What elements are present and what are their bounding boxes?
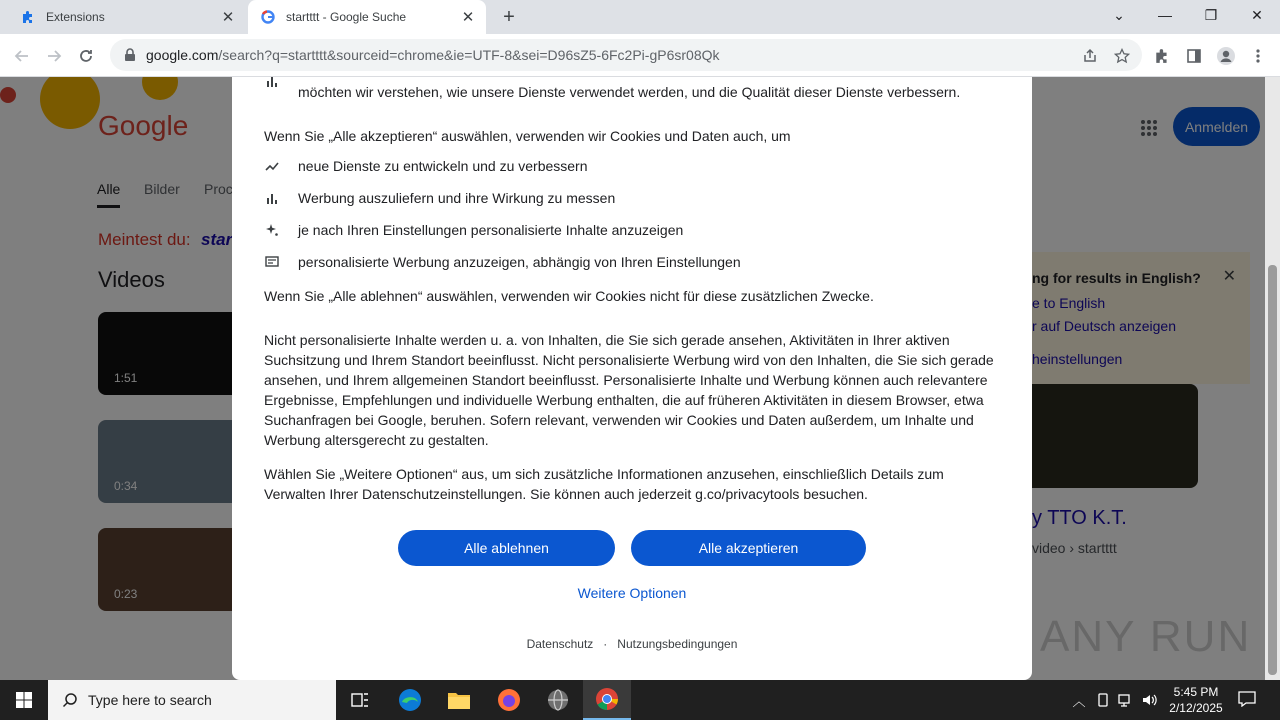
sparkle-icon xyxy=(264,222,280,238)
ad-icon xyxy=(264,254,280,270)
close-icon[interactable]: ✕ xyxy=(461,9,475,26)
accept-intro: Wenn Sie „Alle akzeptieren“ auswählen, verwenden wir Cookies und Daten auch, um xyxy=(264,128,791,144)
close-icon[interactable]: ✕ xyxy=(221,9,235,26)
search-placeholder: Type here to search xyxy=(88,692,212,708)
page-scrollbar[interactable] xyxy=(1265,77,1280,680)
minimize-button[interactable]: — xyxy=(1158,7,1172,23)
tray-chevron-icon[interactable]: ︿ xyxy=(1072,693,1086,709)
tab-label: Extensions xyxy=(46,10,105,24)
clock-date: 2/12/2025 xyxy=(1169,701,1223,715)
reject-all-button[interactable]: Alle ablehnen xyxy=(398,530,615,566)
accept-all-button[interactable]: Alle akzeptieren xyxy=(631,530,866,566)
browser-toolbar xyxy=(0,34,1280,77)
bullet-item xyxy=(264,77,298,89)
forward-icon[interactable] xyxy=(40,42,68,70)
tab-strip xyxy=(0,0,1280,34)
network-icon[interactable] xyxy=(1117,690,1135,710)
new-tab-button[interactable]: + xyxy=(503,5,515,28)
system-clock[interactable] xyxy=(1160,684,1232,716)
clock-time: 5:45 PM xyxy=(1173,685,1219,699)
chrome-icon[interactable] xyxy=(583,680,631,720)
privacy-link[interactable]: Datenschutz xyxy=(526,637,594,651)
scrollbar-thumb[interactable] xyxy=(1268,265,1277,675)
url-path: /search?q=startttt&sourceid=chrome&ie=UTF-8&sei=D96sZ5-6Fc2Pi-gP6sr08Qk xyxy=(218,47,720,63)
back-icon[interactable] xyxy=(8,42,36,70)
google-g-icon xyxy=(260,9,276,25)
menu-dots-icon[interactable] xyxy=(1244,42,1272,70)
tab-extensions[interactable] xyxy=(8,0,246,34)
share-icon[interactable] xyxy=(1076,42,1104,70)
bullet-text: neue Dienste zu entwickeln und zu verbessern xyxy=(298,158,588,174)
network-globe-icon[interactable] xyxy=(534,680,582,720)
bullet-item xyxy=(264,222,683,238)
firefox-icon[interactable] xyxy=(485,680,533,720)
extensions-icon[interactable] xyxy=(1148,42,1176,70)
bullet-text: personalisierte Werbung anzuzeigen, abhängig von Ihren Einstellungen xyxy=(298,254,741,270)
reject-intro: Wenn Sie „Alle ablehnen“ auswählen, verwenden wir Cookies nicht für diese zusätzlichen Zwecke. xyxy=(264,288,874,304)
device-icon[interactable] xyxy=(1094,690,1112,710)
bullet-item xyxy=(264,254,741,270)
bullet-text: Werbung auszuliefern und ihre Wirkung zu messen xyxy=(298,190,616,206)
lock-icon[interactable] xyxy=(122,47,138,63)
close-window-button[interactable]: ✕ xyxy=(1251,6,1263,23)
tab-search-icon[interactable]: ⌄ xyxy=(1113,6,1125,23)
edge-icon[interactable] xyxy=(386,680,434,720)
explanation-paragraph: Nicht personalisierte Inhalte werden u. a. von Inhalten, die Sie sich gerade ansehen, Aktivitäten in Ihrer aktiven Suchsitzung und Ihrem Standort beeinflusst. Nicht personalisierte Werbung wird von den Inhalten, die Sie sich gerade ansehen, und Ihrem allgemeinen Standort beeinflusst. Personalisierte Inhalte und Werbung können auch relevantere Ergebnisse, Empfehlungen und individuelle Werbung enthalten, die auf früheren Aktivitäten in diesem Browser, etwa Suchanfragen bei Google, beruhen. Sofern relevant, verwenden wir Cookies und Daten außerdem, um Inhalte und Werbung altersgerecht zu gestalten. xyxy=(264,332,994,448)
footer-separator: · xyxy=(603,637,608,651)
terms-link[interactable]: Nutzungsbedingungen xyxy=(617,637,738,651)
bullet-item xyxy=(264,158,588,174)
puzzle-icon xyxy=(20,9,36,25)
bullet-item xyxy=(264,190,615,206)
file-explorer-icon[interactable] xyxy=(435,680,483,720)
trend-icon xyxy=(264,158,280,174)
url-text xyxy=(146,47,720,63)
address-bar[interactable] xyxy=(110,39,1142,71)
bar-chart-icon xyxy=(264,77,280,89)
dialog-top-line: möchten wir verstehen, wie unsere Dienste verwendet werden, und die Qualität dieser Dienste verbessern. xyxy=(298,84,961,100)
dialog-footer xyxy=(232,637,1032,651)
more-options-link[interactable]: Weitere Optionen xyxy=(577,585,687,601)
notification-icon[interactable] xyxy=(1238,689,1256,709)
taskbar xyxy=(0,680,1280,720)
task-view-icon[interactable] xyxy=(336,680,384,720)
taskbar-search[interactable] xyxy=(48,680,336,720)
page-content xyxy=(0,77,1280,680)
profile-avatar-icon[interactable] xyxy=(1212,42,1240,70)
side-panel-icon[interactable] xyxy=(1180,42,1208,70)
reload-icon[interactable] xyxy=(72,42,100,70)
bookmark-star-icon[interactable] xyxy=(1108,42,1136,70)
windows-start-icon[interactable] xyxy=(0,680,48,720)
bullet-text: je nach Ihren Einstellungen personalisierte Inhalte anzuzeigen xyxy=(298,222,684,238)
search-icon xyxy=(62,692,78,708)
restore-button[interactable]: ❐ xyxy=(1204,6,1218,23)
tab-google-search[interactable] xyxy=(248,0,486,34)
tab-label: startttt - Google Suche xyxy=(286,10,407,24)
cookie-consent-dialog xyxy=(232,77,1032,680)
url-host: google.com xyxy=(146,47,219,63)
more-options-paragraph: Wählen Sie „Weitere Optionen“ aus, um sich zusätzliche Informationen anzusehen, einschließlich Details zum Verwalten Ihrer Datenschutzeinstellungen. Sie können auch jederzeit g.co/privacytools besuchen. xyxy=(264,466,944,502)
bar-chart-icon xyxy=(264,190,280,206)
volume-icon[interactable] xyxy=(1140,690,1158,710)
